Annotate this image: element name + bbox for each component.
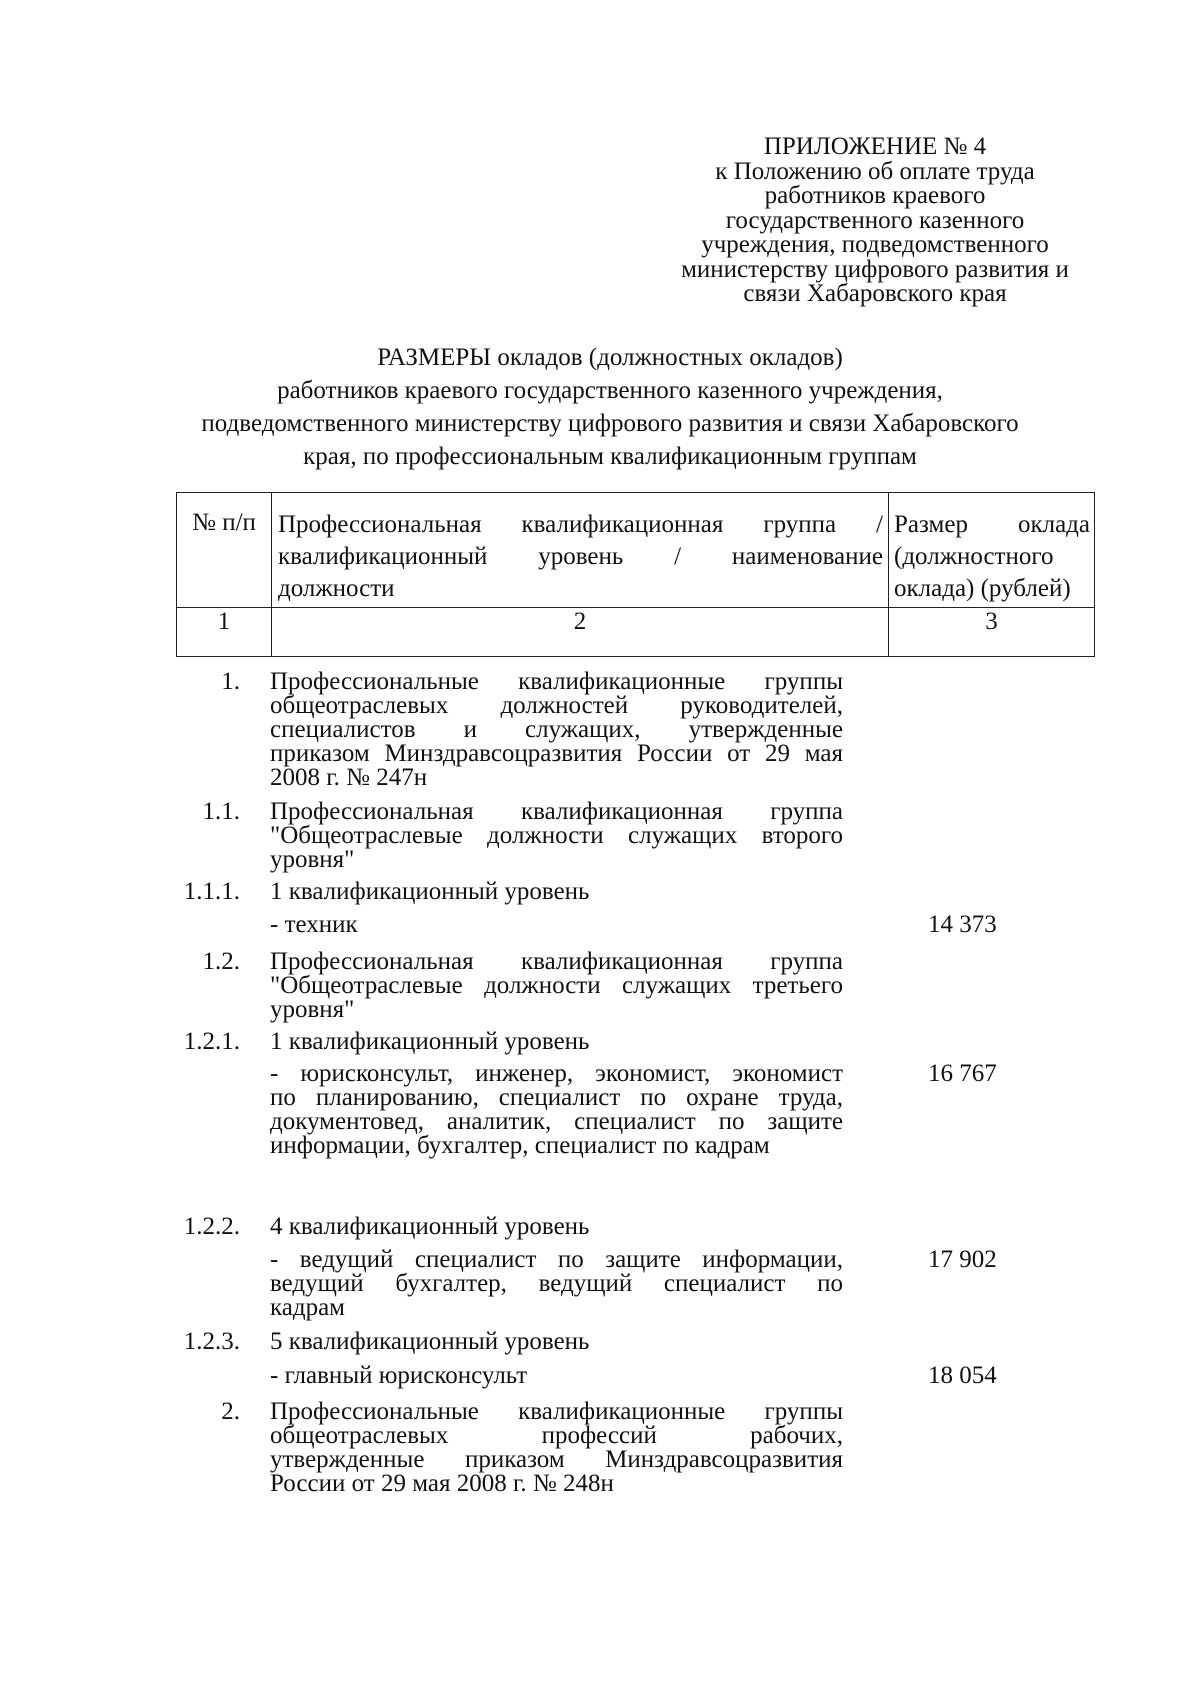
header-salary-line: оклада) (рублей) [894, 575, 1071, 602]
column-number: 3 [889, 608, 1095, 657]
row-text [270, 1248, 843, 1320]
row-number: 1.2.1. [183, 1028, 240, 1055]
row-text-line: общеотраслевых профессий рабочих, [270, 1422, 843, 1449]
row-text-line: России от 29 мая 2008 г. № 248н [270, 1470, 614, 1497]
header-salary-line: (должностного [894, 543, 1054, 570]
appendix-line: государственного казенного [725, 206, 1025, 234]
row-text-line: - главный юрисконсульт [270, 1362, 528, 1389]
row-text-line: "Общеотраслевые должности служащих второго [270, 822, 843, 849]
appendix-line: связи Хабаровского края [743, 280, 1007, 307]
header-group-line: должности [278, 575, 395, 602]
row-text-line: приказом Минздравсоцразвития России от 29 мая [270, 740, 843, 767]
salary-value: 17 902 [928, 1246, 997, 1273]
column-number: 2 [272, 608, 889, 657]
salary-value: 14 373 [928, 911, 997, 938]
appendix-line: работников краевого [764, 182, 986, 209]
row-text-line: кадрам [270, 1294, 345, 1321]
appendix-line: ПРИЛОЖЕНИЕ № 4 [763, 133, 987, 160]
appendix-line: учреждения, подведомственного [701, 231, 1049, 258]
row-text-line: - юрисконсульт, инженер, экономист, экономист [270, 1060, 843, 1087]
row-number: 1.1.1. [183, 878, 240, 905]
row-text-line: 2008 г. № 247н [270, 764, 428, 791]
row-text [270, 1030, 843, 1054]
header-col-number: № п/п [177, 493, 272, 608]
row-text-line: "Общеотраслевые должности служащих третьего [270, 972, 843, 999]
title-line: края, по профессиональным квалификационным группам [303, 443, 917, 470]
row-text-line: Профессиональные квалификационные группы [270, 668, 843, 695]
row-text-line: информации, бухгалтер, специалист по кадрам [270, 1132, 770, 1159]
row-text-line: - техник [270, 911, 358, 938]
header-col-group [272, 493, 889, 608]
row-text [270, 913, 843, 937]
row-number: 2. [221, 1398, 240, 1425]
row-text [270, 950, 843, 1022]
row-text [270, 1330, 843, 1354]
row-text-line: Профессиональная квалификационная группа [270, 798, 843, 825]
row-text [270, 1215, 843, 1239]
row-text-line: 1 квалификационный уровень [270, 878, 590, 905]
row-text-line: утвержденные приказом Минздравсоцразвития [270, 1446, 843, 1473]
row-text-line: общеотраслевых должностей руководителей, [270, 692, 843, 719]
row-text-line: уровня" [270, 996, 355, 1023]
row-text-line: Профессиональные квалификационные группы [270, 1398, 843, 1425]
header-group-line: Профессиональная квалификационная группа / [278, 511, 883, 538]
header-group-line: квалификационный уровень / наименование [278, 543, 883, 570]
row-text-line: специалистов и служащих, утвержденные [270, 716, 843, 743]
salary-value: 16 767 [928, 1060, 997, 1087]
row-number: 1.2. [202, 948, 240, 975]
row-text-line: по планированию, специалист по охране труда, [270, 1084, 843, 1111]
row-text [270, 1400, 843, 1496]
row-number: 1.2.2. [183, 1213, 240, 1240]
header-salary-line: Размер оклада [894, 511, 1090, 538]
row-text-line: уровня" [270, 846, 355, 873]
row-text [270, 800, 843, 872]
appendix-line: министерству цифрового развития и [681, 255, 1069, 283]
row-number: 1.2.3. [183, 1328, 240, 1355]
table-header [176, 492, 1095, 657]
title-line: РАЗМЕРЫ окладов (должностных окладов) [377, 344, 843, 371]
column-number: 1 [177, 608, 272, 657]
row-number: 1.1. [202, 798, 240, 825]
row-text [270, 1364, 843, 1388]
row-text-line: 1 квалификационный уровень [270, 1028, 590, 1055]
row-text-line: 5 квалификационный уровень [270, 1328, 590, 1355]
row-text-line: Профессиональная квалификационная группа [270, 948, 843, 975]
row-text-line: документовед, аналитик, специалист по защите [270, 1108, 843, 1135]
document-title [150, 341, 1070, 473]
appendix-block [630, 135, 1120, 307]
row-text-line: - ведущий специалист по защите информации, [270, 1246, 843, 1273]
row-text [270, 670, 843, 790]
title-line: подведомственного министерству цифрового развития и связи Хабаровского [201, 410, 1019, 437]
row-text [270, 1062, 843, 1158]
title-line: работников краевого государственного казенного учреждения, [277, 377, 943, 404]
header-col-salary [889, 493, 1095, 608]
row-text-line: ведущий бухгалтер, ведущий специалист по [270, 1270, 843, 1297]
appendix-line: к Положению об оплате труда [715, 157, 1035, 185]
row-number: 1. [221, 668, 240, 695]
row-text [270, 880, 843, 904]
row-text-line: 4 квалификационный уровень [270, 1213, 590, 1240]
salary-value: 18 054 [928, 1362, 997, 1389]
